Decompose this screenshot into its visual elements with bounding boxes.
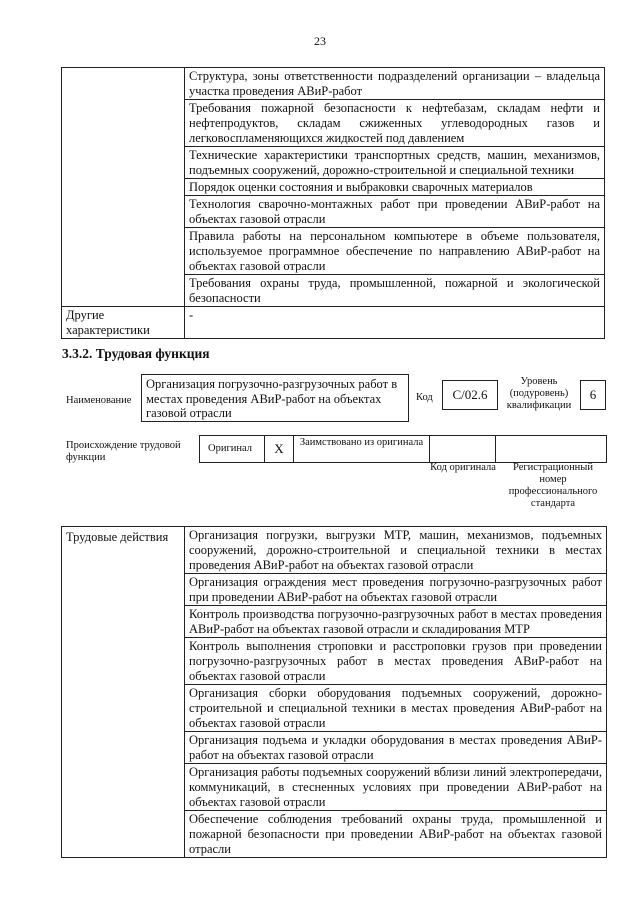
name-label: Наименование <box>66 395 132 406</box>
code-caption: Код оригинала <box>430 462 496 473</box>
origin-label: Происхождение трудовой функции <box>66 440 181 463</box>
code-value: C/02.6 <box>452 387 488 402</box>
requirement-item: Технические характеристики транспортных средств, машин, механизмов, подъемных сооружений, дорожно-строительной и специальной техники <box>185 147 605 179</box>
code-label: Код <box>416 392 433 403</box>
labor-action-item: Обеспечение соблюдения требований охраны труда, промышленной и пожарной безопасности при проведении АВиР-работ на объектах газовой отрасли <box>185 811 607 858</box>
table-row <box>62 307 605 339</box>
labor-actions-table <box>61 526 607 858</box>
section-heading: 3.3.2. Трудовая функция <box>62 346 210 361</box>
page-number: 23 <box>314 34 326 48</box>
other-characteristics-label: Другие характеристики <box>62 307 185 339</box>
borrowed-box <box>293 435 430 463</box>
table-cell-empty <box>62 68 185 307</box>
labor-action-item: Организация ограждения мест проведения погрузочно-разгрузочных работ при проведении АВиР-работ на объектах газовой отрасли <box>185 574 607 606</box>
function-name-value: Организация погрузочно-разгрузочных работ в местах проведения АВиР-работ на объектах газовой отрасли <box>146 377 398 420</box>
requirement-item: Требования пожарной безопасности к нефтебазам, складам нефти и нефтепродуктов, складам сжиженных углеводородных газов и легковоспламеняющихся жидкостей под давлением <box>185 100 605 147</box>
original-label: Оригинал <box>208 443 252 454</box>
requirement-item: Порядок оценки состояния и выбраковки сварочных материалов <box>185 179 605 196</box>
registration-number-box <box>495 435 607 463</box>
labor-action-item: Организация сборки оборудования подъемных сооружений, дорожно-строительной и специальной техники в местах проведения АВиР-работ на объектах газовой отрасли <box>185 685 607 732</box>
level-value: 6 <box>589 387 597 402</box>
other-characteristics-value: - <box>185 307 605 339</box>
original-mark-box <box>264 435 294 463</box>
original-box <box>199 435 265 463</box>
borrowed-label: Заимствовано из оригинала <box>299 437 424 448</box>
labor-action-item: Контроль выполнения строповки и расстроповки грузов при проведении погрузочно-разгрузочных работ в местах проведения АВиР-работ на объектах газовой отрасли <box>185 638 607 685</box>
requirement-item: Правила работы на персональном компьютере в объеме пользователя, используемое программное обеспечение по направлению АВиР-работ на объектах газовой отрасли <box>185 228 605 275</box>
function-name-box <box>141 374 409 422</box>
level-box <box>580 380 606 410</box>
level-label: Уровень (подуровень) квалификации <box>506 376 572 411</box>
labor-action-item: Контроль производства погрузочно-разгрузочных работ в местах проведения АВиР-работ на объектах газовой отрасли и складирования МТР <box>185 606 607 638</box>
original-mark: X <box>274 441 284 456</box>
requirement-item: Технология сварочно-монтажных работ при проведении АВиР-работ на объектах газовой отрасли <box>185 196 605 228</box>
labor-action-item: Организация работы подъемных сооружений вблизи линий электропередачи, коммуникаций, в стесненных условиях при проведении АВиР-работ на объектах газовой отрасли <box>185 764 607 811</box>
labor-actions-label: Трудовые действия <box>62 527 185 858</box>
labor-action-item: Организация погрузки, выгрузки МТР, машин, механизмов, подъемных сооружений, дорожно-строительной и специальной техники в местах проведения АВиР-работ на объектах газовой отрасли <box>185 527 607 574</box>
registration-caption: Регистрационный номер профессионального стандарта <box>508 462 598 509</box>
requirements-table <box>61 67 605 339</box>
requirement-item: Требования охраны труда, промышленной, пожарной и экологической безопасности <box>185 275 605 307</box>
code-box <box>442 380 498 410</box>
requirement-item: Структура, зоны ответственности подразделений организации – владельца участка проведения АВиР-работ <box>185 68 605 100</box>
table-row <box>62 68 605 100</box>
labor-action-item: Организация подъема и укладки оборудования в местах проведения АВиР-работ на объектах газовой отрасли <box>185 732 607 764</box>
table-row <box>62 527 607 574</box>
original-code-box <box>429 435 496 463</box>
